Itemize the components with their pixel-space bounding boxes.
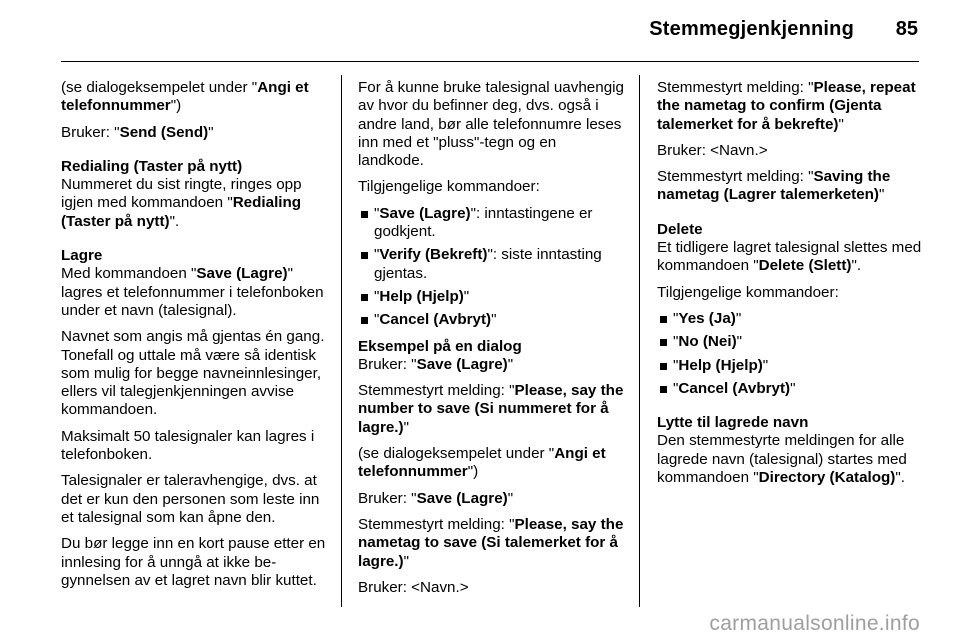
column-divider-1 [341,75,342,607]
heading-lagre: Lagre [61,247,103,265]
list-item: "No (Nei)" [657,333,922,351]
paragraph-dialog-ref-2: (se dialogeksempelet under "Angi et telefonnummer") [358,445,606,481]
paragraph-repeat-name: Navnet som angis må gjentas én gang. Tonefall og uttale må være så identisk som mulig for begge navneinnlesinger, ellers vil talegjenkjenningen avvise kommandoen. [61,328,325,419]
paragraph-dialog-ref: (se dialogeksempelet under "Angi et telefonnummer") [61,79,309,115]
paragraph-country-code: For å kunne bruke talesignal uavhengig av hvor du befinner deg, dvs. også i andre land, bør alle telefonnumre leses inn med et "pluss"-tegn og en landkode. [358,79,624,170]
section-redialing: Redialing (Taster på nytt) Nummeret du sist ringte, ringes opp igjen med kommandoen "Redialing (Taster på nytt)". [61,157,302,230]
watermark: carmanualsonline.info [709,612,920,635]
paragraph-available-commands: Tilgjengelige kommandoer: [358,178,540,196]
paragraph-prompt-number: Stemmestyrt melding: "Please, say the number to save (Si nummeret for å lagre.)" [358,382,624,436]
paragraph-user-name: Bruker: <Navn.> [358,578,469,596]
paragraph-pause: Du bør legge inn en kort pause etter en innlesing for å unngå at ikke begynnelsen av et lagret navn blir kuttet. [61,535,326,589]
heading-listen: Lytte til lagrede navn [657,414,809,432]
paragraph-user-save: Bruker: "Save (Lagre)" [358,489,514,507]
page-title: Stemmegjenkjenning [649,18,854,40]
section-delete: Delete Et tidligere lagret talesignal slettes med kommandoen "Delete (Slett)". [657,220,922,275]
header-rule [61,61,919,62]
heading-redialing: Redialing (Taster på nytt) [61,157,243,175]
section-dialog-example: Eksempel på en dialog Bruker: "Save (Lagre)" [358,337,522,373]
paragraph-prompt-saving: Stemmestyrt melding: "Saving the nametag (Lagrer talemerketen)" [657,168,891,204]
list-item: "Save (Lagre)": inntastingene er godkjent. [358,205,626,242]
paragraph-available-commands: Tilgjengelige kommandoer: [657,283,839,301]
paragraph-prompt-nametag: Stemmestyrt melding: "Please, say the nametag to save (Si talemerket for å lagre.)" [358,515,624,570]
paragraph-user-name: Bruker: <Navn.> [657,141,768,159]
list-item: "Cancel (Avbryt)" [358,311,626,329]
heading-dialog-example: Eksempel på en dialog [358,337,522,355]
section-lagre: Lagre Med kommandoen "Save (Lagre)" lagres et telefonnummer i telefonboken under et navn (talesignal). [61,247,324,319]
list-item: "Help (Hjelp)" [657,357,922,375]
column-divider-2 [639,75,640,607]
column-1 [61,79,331,598]
list-item: "Cancel (Avbryt)" [657,380,922,398]
list-item: "Verify (Bekreft)": siste inntasting gjentas. [358,246,626,283]
column-3 [657,79,922,495]
page-number: 85 [895,18,918,40]
paragraph-prompt-repeat: Stemmestyrt melding: "Please, repeat the nametag to confirm (Gjenta talemerket for å bekrefte)" [657,79,916,133]
heading-delete: Delete [657,220,703,238]
paragraph-user-send: Bruker: "Send (Send)" [61,123,214,141]
column-2 [358,79,626,605]
section-listen: Lytte til lagrede navn Den stemmestyrte meldingen for alle lagrede navn (talesignal) startes med kommandoen "Directory (Katalog)". [657,414,907,487]
paragraph-max-signals: Maksimalt 50 talesignaler kan lagres i telefonboken. [61,427,315,464]
list-item: "Help (Hjelp)" [358,288,626,306]
list-item: "Yes (Ja)" [657,310,922,328]
paragraph-speaker-dependent: Talesignaler er taleravhengige, dvs. at det er kun den personen som leste inn et talesignal som kan åpne den. [61,472,320,526]
